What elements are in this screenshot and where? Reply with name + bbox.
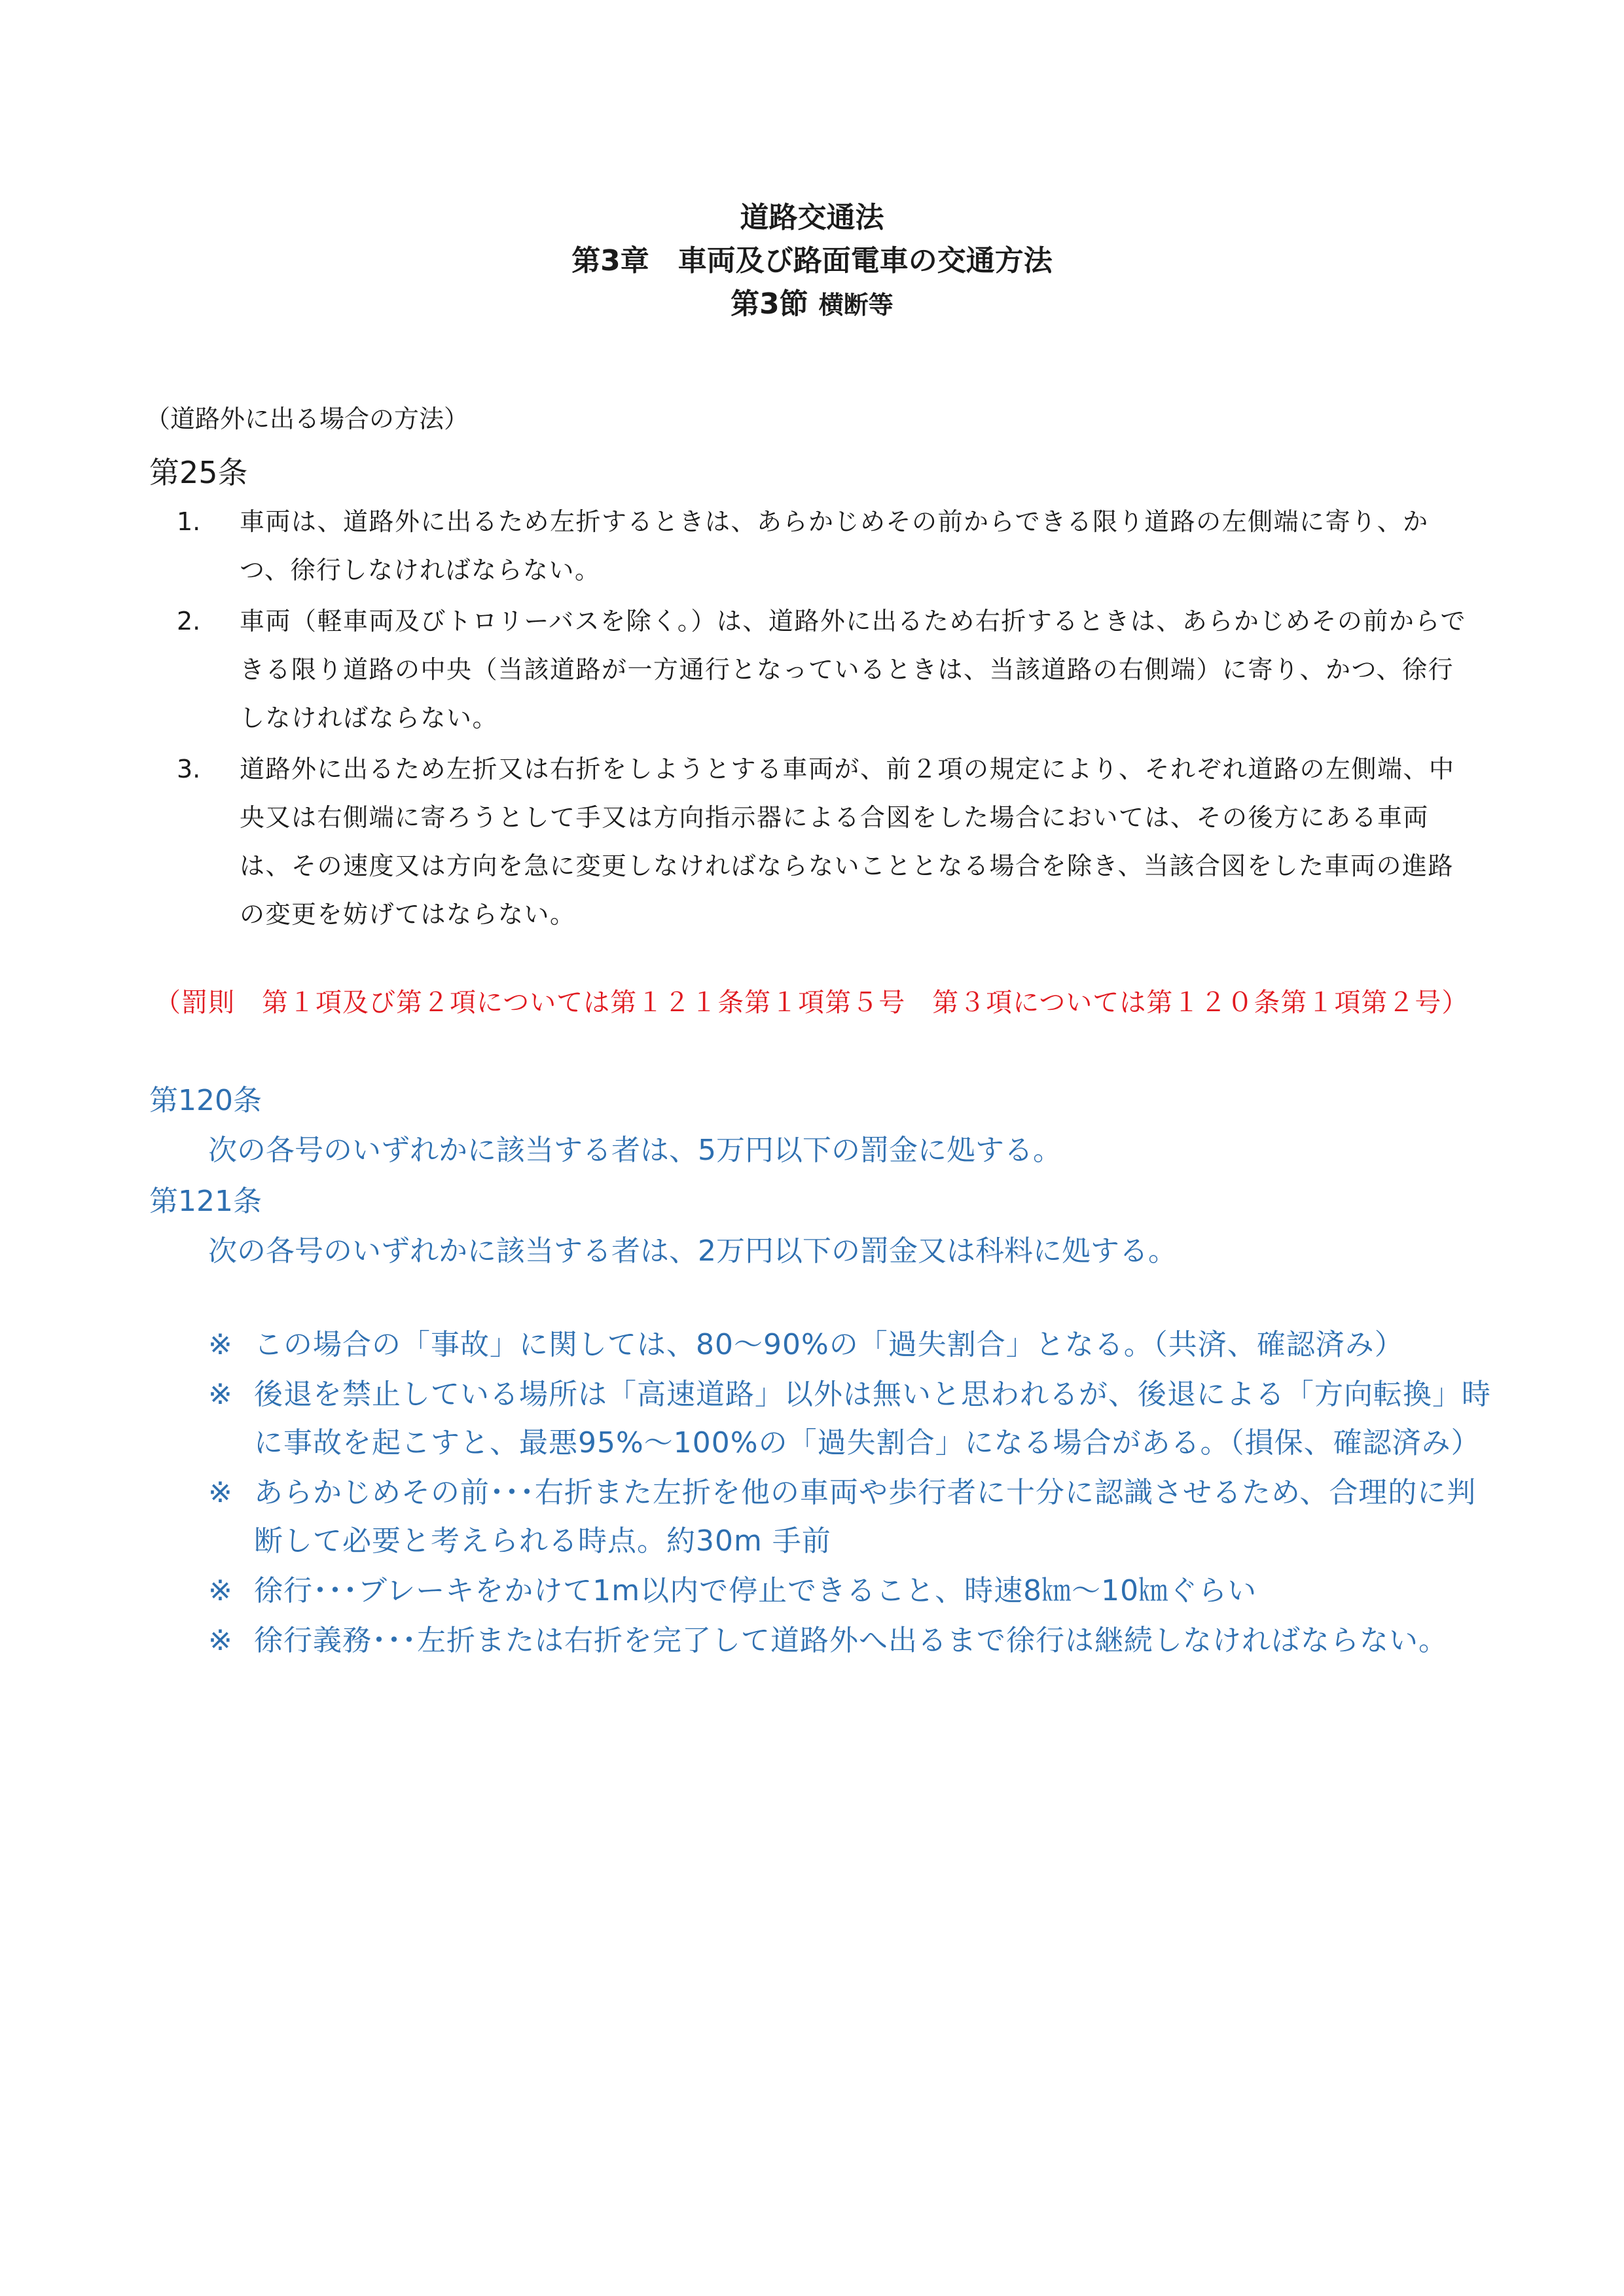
article-caption: （道路外に出る場合の方法） — [145, 404, 469, 433]
note-mark: ※ — [208, 1624, 232, 1657]
note-text: 徐行･･･ブレーキをかけて1m以内で停止できること、時速8㎞～10㎞ぐらい — [254, 1574, 1257, 1607]
note-mark: ※ — [208, 1378, 232, 1411]
note-item — [208, 1321, 1491, 1369]
article-120-text: 次の各号のいずれかに該当する者は、5万円以下の罰金に処する。 — [208, 1134, 1062, 1167]
header — [0, 196, 1624, 327]
item-number: 2. — [177, 607, 201, 636]
note-text: あらかじめその前･･･右折また左折を他の車両や歩行者に十分に認識させるため、合理的に判断して必要と考えられる時点。約30m 手前 — [254, 1476, 1477, 1558]
item-text: 車両（軽車両及びトロリーバスを除く。）は、道路外に出るため右折するときは、あらかじめその前からできる限り道路の中央（当該道路が一方通行となっているときは、当該道路の右側端）に寄り、かつ、徐行しなければならない。 — [240, 607, 1466, 732]
note-mark: ※ — [208, 1476, 232, 1509]
item-text: 道路外に出るため左折又は右折をしようとする車両が、前２項の規定により、それぞれ道路の左側端、中央又は右側端に寄ろうとして手又は方向指示器による合図をした場合においては、その後方にある車両は、その速度又は方向を急に変更しなければならないこととなる場合を除き、当該合図をした車両の進路の変更を妨げてはならない。 — [240, 755, 1455, 929]
section-title — [0, 283, 1624, 327]
note-text: 徐行義務･･･左折または右折を完了して道路外へ出るまで徐行は継続しなければならない。 — [254, 1624, 1448, 1657]
note-item — [208, 1371, 1491, 1467]
note-item — [208, 1469, 1491, 1566]
list-item — [177, 597, 1479, 742]
note-item — [208, 1567, 1491, 1615]
chapter-title: 第3章 車両及び路面電車の交通方法 — [571, 244, 1053, 278]
article-121-title: 第121条 — [149, 1185, 262, 1218]
section-number: 第3節 — [731, 287, 808, 321]
penalty-note: （罰則 第１項及び第２項については第１２１条第１項第５号 第３項については第１２０条第１項第２号） — [154, 988, 1469, 1018]
note-text: 後退を禁止している場所は「高速道路」以外は無いと思われるが、後退による「方向転換」時に事故を起こすと、最悪95%～100%の「過失割合」になる場合がある。（損保、確認済み） — [254, 1378, 1491, 1460]
item-text: 車両は、道路外に出るため左折するときは、あらかじめその前からできる限り道路の左側端に寄り、かつ、徐行しなければならない。 — [240, 507, 1429, 584]
article-121-text: 次の各号のいずれかに該当する者は、2万円以下の罰金又は科料に処する。 — [208, 1234, 1177, 1268]
section-name: 横断等 — [818, 291, 893, 319]
note-item — [208, 1617, 1491, 1665]
law-title: 道路交通法 — [740, 201, 884, 234]
article-120-title: 第120条 — [149, 1084, 262, 1117]
item-number: 1. — [177, 507, 201, 536]
item-number: 3. — [177, 755, 201, 783]
note-mark: ※ — [208, 1574, 232, 1607]
article-25-items — [177, 497, 1479, 941]
article-25-title: 第25条 — [149, 455, 248, 490]
list-item — [177, 745, 1479, 939]
note-text: この場合の「事故」に関しては、80～90%の「過失割合」となる。（共済、確認済み） — [254, 1328, 1404, 1361]
list-item — [177, 497, 1479, 594]
commentary-notes — [208, 1321, 1491, 1666]
note-mark: ※ — [208, 1328, 232, 1361]
